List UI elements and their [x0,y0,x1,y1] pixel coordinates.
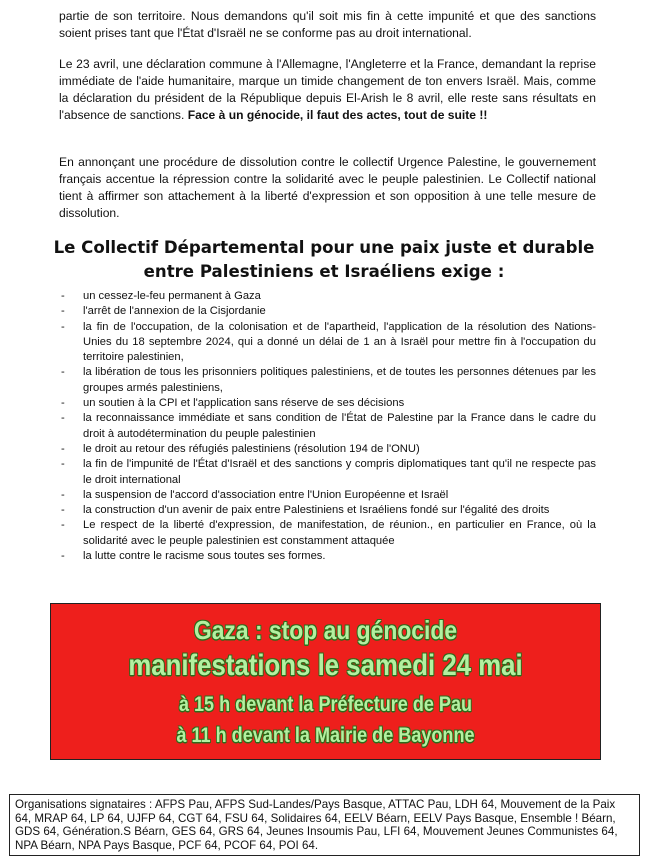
demand-bullet: - [61,519,65,532]
demand-item [0,442,596,457]
demand-bullet: - [61,550,65,563]
demand-bullet: - [61,320,65,333]
demand-bullet: - [61,397,65,410]
paragraph-dissolution [59,154,596,222]
paragraph-text: En annonçant une procédure de dissolution contre le collectif Urgence Palestine, le gouvernement français accentue la répression contre la solidarité avec le peuple palestinien. Le Collectif national tient à affirmer son attachement à la liberté d'expression et son opposition à une telle mesure de dissolution. [59,155,596,220]
demand-text: la fin de l'occupation, de la colonisation et de l'apartheid, l'application de la résolution des Nations-Unies du 18 septembre 2024, qui a donné un délai de 1 an à Israël pour mettre fin à l'occupation du territoire palestinien, [83,320,596,364]
demand-text: un soutien à la CPI et l'application sans réserve de ses décisions [83,397,405,410]
demand-text: la construction d'un avenir de paix entre Palestiniens et Israéliens fondé sur l'égalité des droits [83,504,550,517]
demand-text: l'arrêt de l'annexion de la Cisjordanie [83,305,266,318]
demand-item [0,365,596,396]
demand-text: la lutte contre le racisme sous toutes ses formes. [83,550,326,563]
banner-event-date: manifestations le samedi 24 mai [128,649,523,682]
signatories-box [9,794,640,856]
paragraph-impunity [59,8,596,42]
demand-text: un cessez-le-feu permanent à Gaza [83,290,261,302]
demand-text: le droit au retour des réfugiés palestiniens (résolution 194 de l'ONU) [83,442,420,455]
demand-text: la reconnaissance immédiate et sans condition de l'État de Palestine par la France dans le cadre du droit à autodétermination du peuple palestinien [83,412,596,440]
demand-item [0,289,596,304]
banner-bayonne-location: à 11 h devant la Mairie de Bayonne [176,724,475,747]
demand-bullet: - [61,488,65,501]
demand-text: Le respect de la liberté d'expression, de manifestation, de réunion., en particulier en France, où la solidarité avec le peuple palestinien est constamment attaquée [83,519,596,547]
demand-bullet: - [61,305,65,318]
paragraph-text: partie de son territoire. Nous demandons qu'il soit mis fin à cette impunité et que des sanctions soient prises tant que l'État d'Israël ne se conforme pas au droit international. [59,9,596,40]
banner-pau-location: à 15 h devant la Préfecture de Pau [178,693,473,716]
demand-item [0,304,596,319]
demand-item [0,411,596,442]
demand-item [0,549,596,564]
demonstration-banner [50,603,601,760]
heading-line-2: entre Palestiniens et Israéliens exige : [143,262,505,281]
demand-bullet: - [61,290,65,302]
demand-text: la fin de l'impunité de l'État d'Israël et des sanctions y compris diplomatiques tant qu'il ne respecte pas le droit international [83,458,596,486]
paragraph-text: Le 23 avril, une déclaration commune à l'Allemagne, l'Angleterre et la France, demandant la reprise immédiate de l'aide humanitaire, marque un timide changement de ton envers Israël. Mais, comme la déclaration du président de la République depuis El-Arish le 8 avril, elle reste sans résultats en l'absence de sanctions. [59,57,596,122]
demand-item [0,457,596,488]
demand-item [0,320,596,366]
heading-line-1: Le Collectif Départemental pour une paix juste et durable [53,238,595,257]
banner-slogan: Gaza : stop au génocide [193,615,458,645]
demands-list [0,289,648,564]
demand-bullet: - [61,504,65,517]
demand-bullet: - [61,412,65,425]
demand-bullet: - [61,366,65,379]
demand-item [0,488,596,503]
demand-item [0,503,596,518]
demand-text: la libération de tous les prisonniers politiques palestiniens, et de toutes les personnes détenues par les groupes armés palestiniens, [83,366,596,394]
demand-item [0,396,596,411]
demand-item [0,518,596,549]
demand-text: la suspension de l'accord d'association entre l'Union Européenne et Israël [83,488,449,501]
demand-bullet: - [61,458,65,471]
demands-heading [40,236,608,284]
signatories-text: Organisations signataires : AFPS Pau, AFPS Sud-Landes/Pays Basque, ATTAC Pau, LDH 64, Mouvement de la Paix 64, MRAP 64, LP 64, UJFP 64, CGT 64, FSU 64, Solidaires 64, EELV Béarn, EELV Pays Basque, Ensemble ! Béarn, GDS 64, Génération.S Béarn, GES 64, GRS 64, Jeunes Insoumis Pau, LFI 64, Mouvement Jeunes Communistes 64, NPA Béarn, NPA Pays Basque, PCF 64, PCOF 64, POI 64. [15,798,618,852]
paragraph-declaration [59,56,596,124]
paragraph-emphasis: Face à un génocide, il faut des actes, tout de suite !! [187,108,488,122]
demand-bullet: - [61,442,65,455]
